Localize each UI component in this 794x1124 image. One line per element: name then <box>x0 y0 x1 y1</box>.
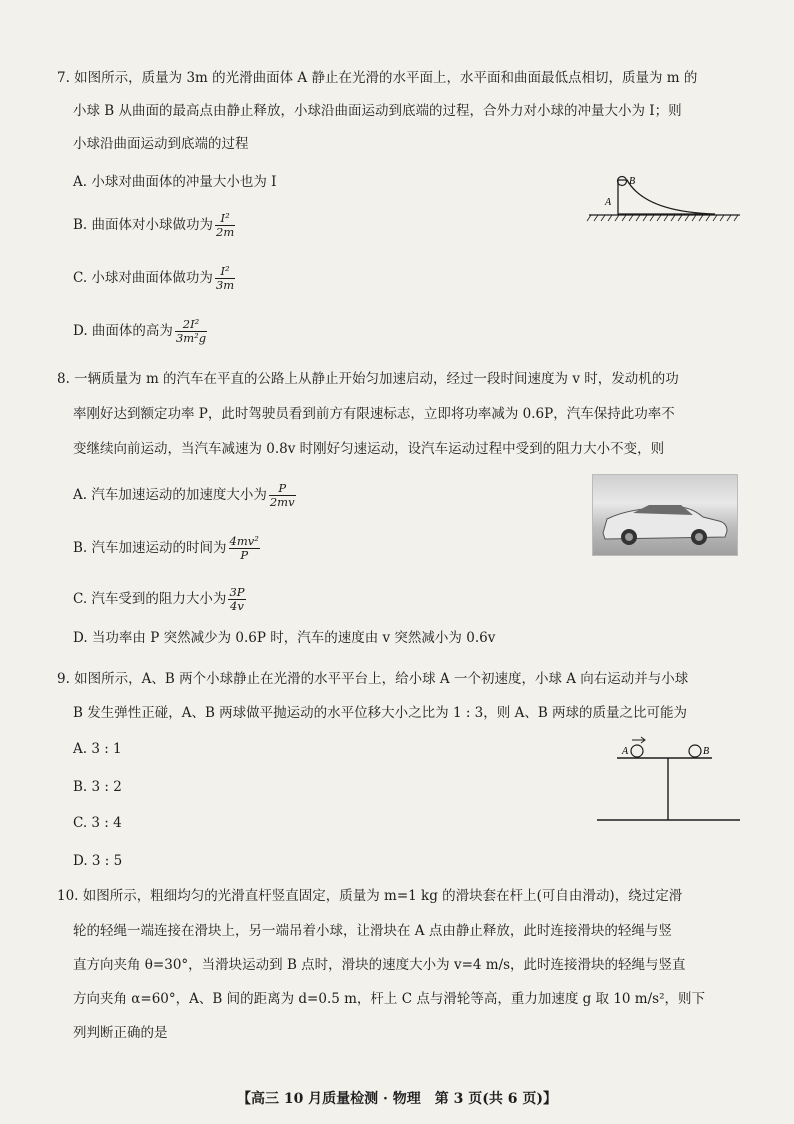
q10-stem-line5: 列判断正确的是 <box>73 1025 168 1041</box>
q8-option-a: A. 汽车加速运动的加速度大小为 $\frac{P}{2mv}$ <box>73 481 295 509</box>
q10-stem-line3: 直方向夹角 θ=30°，当滑块运动到 B 点时，滑块的速度大小为 v=4 m/s，此时连接滑块的轻绳与竖直 <box>73 957 686 973</box>
q9-label-a: A <box>622 746 629 757</box>
q8-option-d: D. 当功率由 P 突然减少为 0.6P 时，汽车的速度由 v 突然减小为 0.6v <box>73 630 496 646</box>
q9-figure <box>592 736 742 828</box>
q8-stem-line2: 率刚好达到额定功率 P，此时驾驶员看到前方有限速标志，立即将功率减为 0.6P，汽车保持此功率不 <box>73 406 675 422</box>
q9-stem-line1: 9. 如图所示，A、B 两个小球静止在光滑的水平平台上，给小球 A 一个初速度，小球 A 向右运动并与小球 <box>57 671 689 687</box>
q7-option-b: B. 曲面体对小球做功为 $\frac{\text{I²}}{2m}$ <box>73 211 235 239</box>
q8-option-b: B. 汽车加速运动的时间为 $\frac{\text{4mv²}}{P}$ <box>73 534 259 562</box>
q7-option-a: A. 小球对曲面体的冲量大小也为 I <box>73 174 277 190</box>
q9-label-b: B <box>703 746 710 757</box>
car-photo <box>592 474 738 556</box>
q7-option-c: C. 小球对曲面体做功为 $\frac{\text{I²}}{3m}$ <box>73 264 235 292</box>
q9-option-c: C. 3 : 4 <box>73 815 122 831</box>
q8-option-c: C. 汽车受到的阻力大小为 $\frac{3P}{4v}$ <box>73 585 245 613</box>
q9-option-d: D. 3 : 5 <box>73 853 123 869</box>
q7-stem-line2: 小球 B 从曲面的最高点由静止释放，小球沿曲面运动到底端的过程，合外力对小球的冲量大小为 I；则 <box>73 103 682 119</box>
q8-stem-line1: 8. 一辆质量为 m 的汽车在平直的公路上从静止开始匀加速启动，经过一段时间速度为 v 时，发动机的功 <box>57 371 679 387</box>
q10-stem-line2: 轮的轻绳一端连接在滑块上，另一端吊着小球，让滑块在 A 点由静止释放，此时连接滑块的轻绳与竖 <box>73 923 672 939</box>
q8-stem-line3: 变继续向前运动，当汽车减速为 0.8v 时刚好匀速运动，设汽车运动过程中受到的阻力大小不变，则 <box>73 441 665 457</box>
q7-figure <box>585 172 745 228</box>
q9-option-a: A. 3 : 1 <box>73 741 122 757</box>
page-footer: 【高三 10 月质量检测 · 物理 第 3 页(共 6 页)】 <box>236 1091 558 1107</box>
q10-stem-line1: 10. 如图所示，粗细均匀的光滑直杆竖直固定，质量为 m=1 kg 的滑块套在杆上(可自由滑动)，绕过定滑 <box>57 888 683 904</box>
q7-label-b: B <box>629 176 636 187</box>
q7-stem-line1: 7. 如图所示，质量为 3m 的光滑曲面体 A 静止在光滑的水平面上，水平面和曲面最低点相切，质量为 m 的 <box>57 70 698 86</box>
q9-option-b: B. 3 : 2 <box>73 779 122 795</box>
q10-stem-line4: 方向夹角 α=60°，A、B 间的距离为 d=0.5 m，杆上 C 点与滑轮等高，重力加速度 g 取 10 m/s²，则下 <box>73 991 706 1007</box>
q7-label-a: A <box>605 197 612 208</box>
q7-stem-line3: 小球沿曲面运动到底端的过程 <box>73 136 249 152</box>
q7-option-d: D. 曲面体的高为 $\frac{\text{2I²}}{\text{3m²g}}$ <box>73 317 207 345</box>
q9-stem-line2: B 发生弹性正碰，A、B 两球做平抛运动的水平位移大小之比为 1 : 3，则 A、B 两球的质量之比可能为 <box>73 705 688 721</box>
